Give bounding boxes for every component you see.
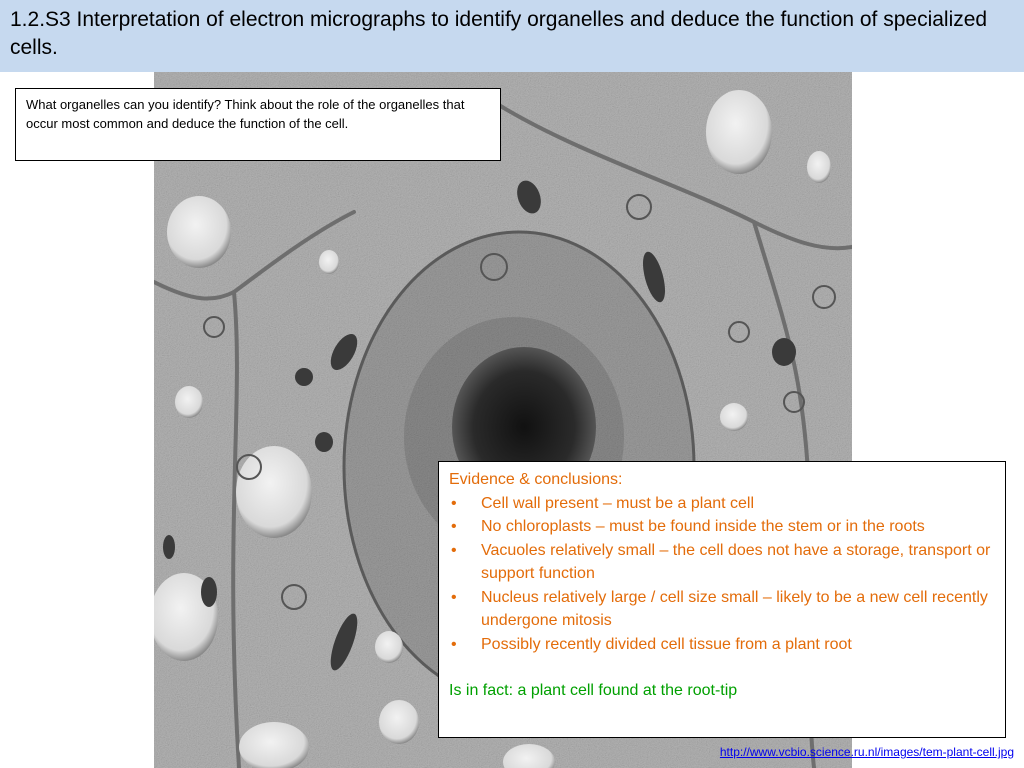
evidence-list [449, 492, 995, 657]
bullet-glyph: • [451, 518, 457, 535]
evidence-heading: Evidence & conclusions: [449, 471, 623, 488]
evidence-item-text: Nucleus relatively large / cell size small – likely to be a new cell recently undergone mitosis [481, 588, 988, 629]
evidence-item-text: Vacuoles relatively small – the cell does not have a storage, transport or support function [481, 541, 991, 582]
question-box [15, 88, 501, 161]
evidence-item-text: Possibly recently divided cell tissue from a plant root [481, 635, 852, 653]
evidence-item [449, 586, 995, 633]
title-bar [0, 0, 1024, 72]
source-link[interactable]: http://www.vcbio.science.ru.nl/images/tem-plant-cell.jpg [719, 745, 1014, 759]
evidence-item [449, 633, 995, 657]
conclusion-text: Is in fact: a plant cell found at the root-tip [449, 682, 738, 699]
question-text: What organelles can you identify? Think about the role of the organelles that occur most common and deduce the function of the cell. [26, 97, 465, 131]
bullet-glyph: • [451, 635, 457, 653]
bullet-glyph: • [451, 494, 457, 512]
evidence-item-text: No chloroplasts – must be found inside the stem or in the roots [481, 518, 925, 535]
slide-title: 1.2.S3 Interpretation of electron micrographs to identify organelles and deduce the function of specialized cells. [10, 8, 988, 59]
evidence-item-text: Cell wall present – must be a plant cell [481, 494, 755, 512]
bullet-glyph: • [451, 588, 457, 606]
evidence-box [438, 461, 1006, 738]
evidence-item [449, 539, 995, 586]
evidence-item [449, 515, 995, 539]
evidence-item [449, 492, 995, 516]
bullet-glyph: • [451, 541, 457, 559]
